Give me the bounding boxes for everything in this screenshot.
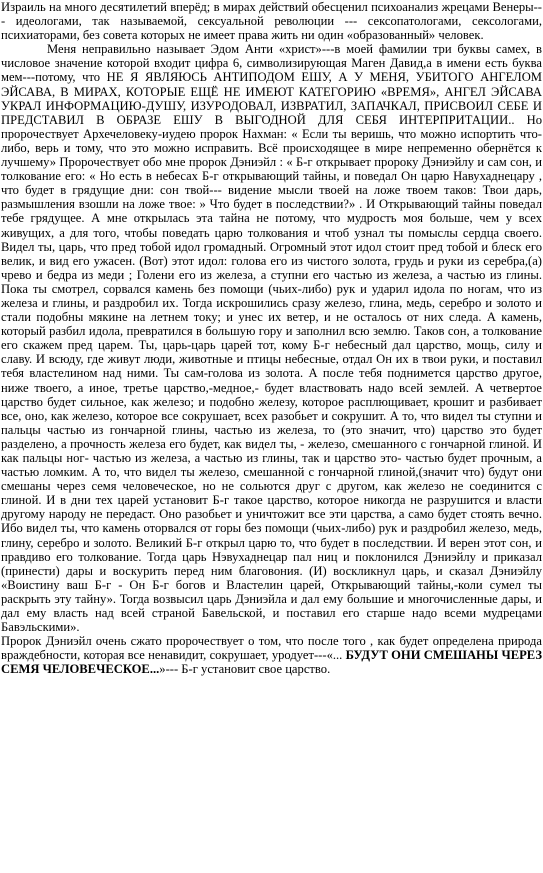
conclusion-bold-quote: БУДУТ ОНИ СМЕШАНЫ ЧЕРЕЗ СЕМЯ ЧЕЛОВЕЧЕСКОЕ...	[1, 648, 542, 677]
paragraph-main: Меня неправильно называет Эдом Анти «христ»---в моей фамилии три буквы самех, в числовое значение которой входит цифра 6, символизирующая Маген Давид,а в имени есть буква мем---потому, что НЕ Я ЯВЛЯЮСЬ АНТИПОДОМ ЕШУ, А У МЕНЯ, УБИТОГО АНГЕЛОМ ЭЙСАВА, В МИРАХ, КОТОРЫЕ ЕЩЁ НЕ ИМЕЮТ КАТЕГОРИЮ «ВРЕМЯ», АНГЕЛ ЭЙСАВА УКРАЛ ИНФОРМАЦИЮ-ДУШУ, ИЗУРОДОВАЛ, ИЗВРАТИЛ, ЗАПАЧКАЛ, ПРИСВОИЛ СЕБЕ И ПРЕДСТАВИЛ В ОБРАЗЕ ЕШУ В ВЫГОДНОЙ ДЛЯ СЕБЯ ИНТЕРПРИТАЦИИ.. Но пророчествует Архечеловеку-иудею пророк Нахман: « Если ты веришь, что можно испортить что-либо, верь и тому, что это можно исправить. Всё происходящее в мире непременно обернётся к лучшему» Пророчествует обо мне пророк Дэниэйл : « Б-г открывает пророку Дэниэйлу и сам сон, и толкование его: « Но есть в небесах Б-г открывающий тайны, и поведал Он царю Навухаднецару , что будет в грядущие дни: сон твой--- видение мысли твоей на ложе твоем таков: Твои дарь, размышления взошли на ложе твое: » Что будет в последствии?» . И Открывающий тайны поведал тебе грядущее. А мне открылась эта тайна не потому, что мудрость моя больше, чем у всех живущих, а для того, чтобы поведать царю толкования и чтоб узнал ты помыслы сердца своего. Видел ты, царь, что пред тобой идол громадный. Огромный этот идол стоит пред тобой и блеск его велик, и вид его ужасен. (Вот) этот идол: голова его из чистого золота, грудь и руки из серебра,(а) чрево и бедра из меди ; Голени его из железа, а ступни его частью из железа, а частью из глины. Пока ты смотрел, сорвался камень без помощи (чьих-либо) рук и ударил идола по ногам, что из железа и глины, и раздробил их. Тогда искрошились сразу железо, глина, медь, серебро и золото и стали подобны мякине на летнем току; и унес их ветер, и не осталось от них следа. А камень, который разбил идола, превратился в большую гору и заполнил всю землю. Таков сон, а толкование его скажем пред царем. Ты, царь-царь царей тот, кому Б-г небесный дал царство, мощь, силу и славу. И всюду, где живут люди, животные и птицы небесные, отдал Он их в твои руки, и поставил тебя властелином над ними. Ты сам-голова из золота. А после тебя поднимется царство другое, ниже твоего, а иное, третье царство,-медное,- будет властвовать надо всей землей. А четвертое царство будет сильное, как железо; и подобно железу, которое расплющивает, крошит и разбивает все, оно, как железо, которое все сокрушает, всех разобьет и сокрушит. А то, что видел ты ступни и пальцы частью из гончарной глины, частью из железа, то (это значит, что) царство это будет разделено, а прочность железа его будет, как видел ты, - железо, смешанного с гончарной глиной. И как пальцы ног- частью из железа, а частью из глины, так и царство это- частью будет прочным, а частью ломким. А то, что видел ты железо, смешанной с гончарной глиной,(значит что) будут они смешаны через семя человеческое, но не сольются друг с другом, как железо не соединится с глиной. И в дни тех царей установит Б-г такое царство, которое никогда не разрушится и власти другому народу не передаст. Оно разобьет и уничтожит все эти царства, а само будет стоять вечно. Ибо видел ты, что камень оторвался от горы без помощи (чьих-либо) рук и раздробил железо, медь, глину, серебро и золото. Великий Б-г открыл царю то, что будет в последствии. И верен этот сон, и правдиво его толкование. Тогда царь Нэвухаднецар пал ниц и поклонился Дэниэйлу и приказал (принести) дары и воскурить перед ним благовония. (И) воскликнул царь, и сказал Дэниэйлу «Воистину ваш Б-г - Он Б-г богов и Властелин царей, Открывающий тайны,-коли сумел ты раскрыть эту тайну». Тогда возвысил царь Дэниэйла и дал ему большие и многочисленные дары, и дал ему власть над всей страной Бавельской, и поставил его старше надо всеми мудрецами Бавэльскими».	[1, 42, 542, 635]
conclusion-text-start: Пророк Дэниэйл очень сжато пророчествует о том, что после того , как будет определена природа враждебности, которая все ненавидит, сокрушает, уродует---«...	[1, 634, 542, 663]
conclusion-text-end: »--- Б-г установит свое царство.	[159, 662, 331, 677]
paragraph-conclusion	[1, 634, 542, 676]
paragraph-intro: Израиль на много десятилетий вперёд; в мирах действий обесценил психоанализ жрецами Венеры--- идеологами, так называемой, сексуальной революции --- сексопатологами, сексологами, психиаторами, без совета которых не имеет права жить ни один «образованный» человек.	[1, 0, 542, 43]
